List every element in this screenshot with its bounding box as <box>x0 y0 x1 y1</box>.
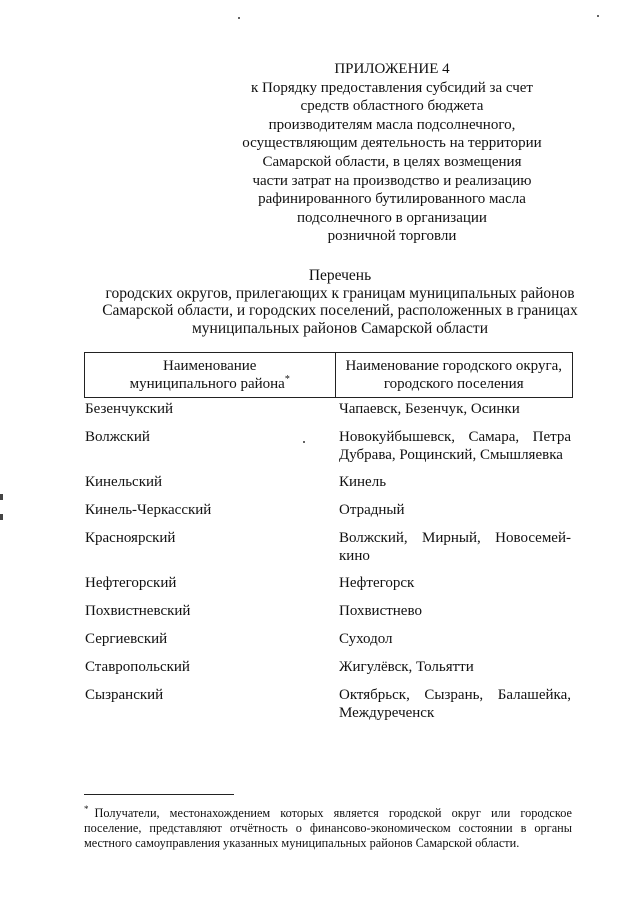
column-header-text: Наименование <box>163 358 257 374</box>
district-name: Кинель-Черкасский <box>85 502 212 518</box>
district-name: Ставропольский <box>85 659 190 675</box>
district-name: Похвистневский <box>85 603 191 619</box>
settlement-line: Суходол <box>339 631 393 647</box>
column-header-district <box>85 353 336 398</box>
settlement-names <box>339 658 571 676</box>
settlement-names <box>339 428 571 465</box>
settlement-names <box>339 473 571 491</box>
list-title: Перечень <box>308 267 372 284</box>
list-subtitle-line: Самарской области, и городских поселений, расположенных в границах <box>102 302 578 320</box>
settlement-names <box>339 686 571 723</box>
settlement-line: Нефтегорск <box>339 575 415 591</box>
settlement-line: Жигулёвск, Тольятти <box>339 659 474 675</box>
district-name: Красноярский <box>85 530 176 546</box>
scan-edge-mark <box>0 494 3 500</box>
footnote-text: Получатели, местонахождением которых является городской округ или городское <box>94 806 572 820</box>
list-subtitle-line: муниципальных районов Самарской области <box>191 319 488 337</box>
settlement-line: Новокуйбышевск, Самара, Петра <box>339 429 571 445</box>
settlement-line: Чапаевск, Безенчук, Осинки <box>339 401 520 417</box>
footnote <box>84 803 572 851</box>
district-name: Сызранский <box>85 687 164 703</box>
annex-line: подсолнечного в организации <box>297 209 487 226</box>
annex-line: рафинированного бутилированного масла <box>258 191 526 208</box>
annex-header <box>222 60 562 246</box>
annex-line: части затрат на производство и реализацию <box>252 172 532 189</box>
footnote-line <box>84 803 572 821</box>
annex-line: осуществляющим деятельность на территории <box>242 135 542 152</box>
settlement-line: Волжский, Мирный, Новосемей- <box>339 530 571 546</box>
table-header <box>84 352 573 398</box>
settlement-names <box>339 400 571 418</box>
district-name: Безенчукский <box>85 401 174 417</box>
district-name: Сергиевский <box>85 631 168 647</box>
district-name: Нефтегорский <box>85 575 177 591</box>
footnote-line: поселение, представляют отчётность о финансово-экономическом состоянии в органы <box>84 821 572 835</box>
list-subtitle-line: городских округов, прилегающих к границам муниципальных районов <box>105 284 575 302</box>
settlement-line: кино <box>339 548 370 565</box>
scan-speck <box>597 15 599 17</box>
annex-line: розничной торговли <box>327 228 457 245</box>
settlement-line: Междуреченск <box>339 705 435 722</box>
annex-line: производителям масла подсолнечного, <box>268 116 516 133</box>
column-header-settlement <box>335 353 573 398</box>
column-header-text: Наименование городского округа, <box>345 358 563 374</box>
settlement-line: Похвистнево <box>339 603 422 619</box>
list-heading <box>60 267 620 337</box>
footnote-divider <box>84 794 234 795</box>
district-name: Кинельский <box>85 474 163 490</box>
footnote-mark: * <box>84 803 89 814</box>
annex-line: ПРИЛОЖЕНИЕ 4 <box>334 61 450 77</box>
footnote-mark: * <box>284 374 290 385</box>
column-header-text: муниципального района <box>129 376 285 392</box>
settlement-line: Октябрьск, Сызрань, Балашейка, <box>339 687 571 703</box>
settlement-names <box>339 630 571 648</box>
settlement-line: Кинель <box>339 474 387 490</box>
scan-edge-mark <box>0 514 3 520</box>
annex-line: к Порядку предоставления субсидий за счет <box>251 79 533 96</box>
scan-speck <box>238 17 240 19</box>
settlement-names <box>339 602 571 620</box>
settlement-names <box>339 501 571 519</box>
annex-line: Самарской области, в целях возмещения <box>262 153 522 170</box>
settlement-line: Дубрава, Рощинский, Смышляевка <box>339 447 563 464</box>
column-header-text: городского поселения <box>383 376 524 392</box>
annex-line: средств областного бюджета <box>300 98 484 115</box>
district-name: Волжский <box>85 429 150 445</box>
settlement-line: Отрадный <box>339 502 405 518</box>
settlement-names <box>339 529 571 566</box>
footnote-line: местного самоуправления указанных муниципальных районов Самарской области. <box>84 836 520 850</box>
settlement-names <box>339 574 571 592</box>
scan-speck <box>303 441 305 443</box>
